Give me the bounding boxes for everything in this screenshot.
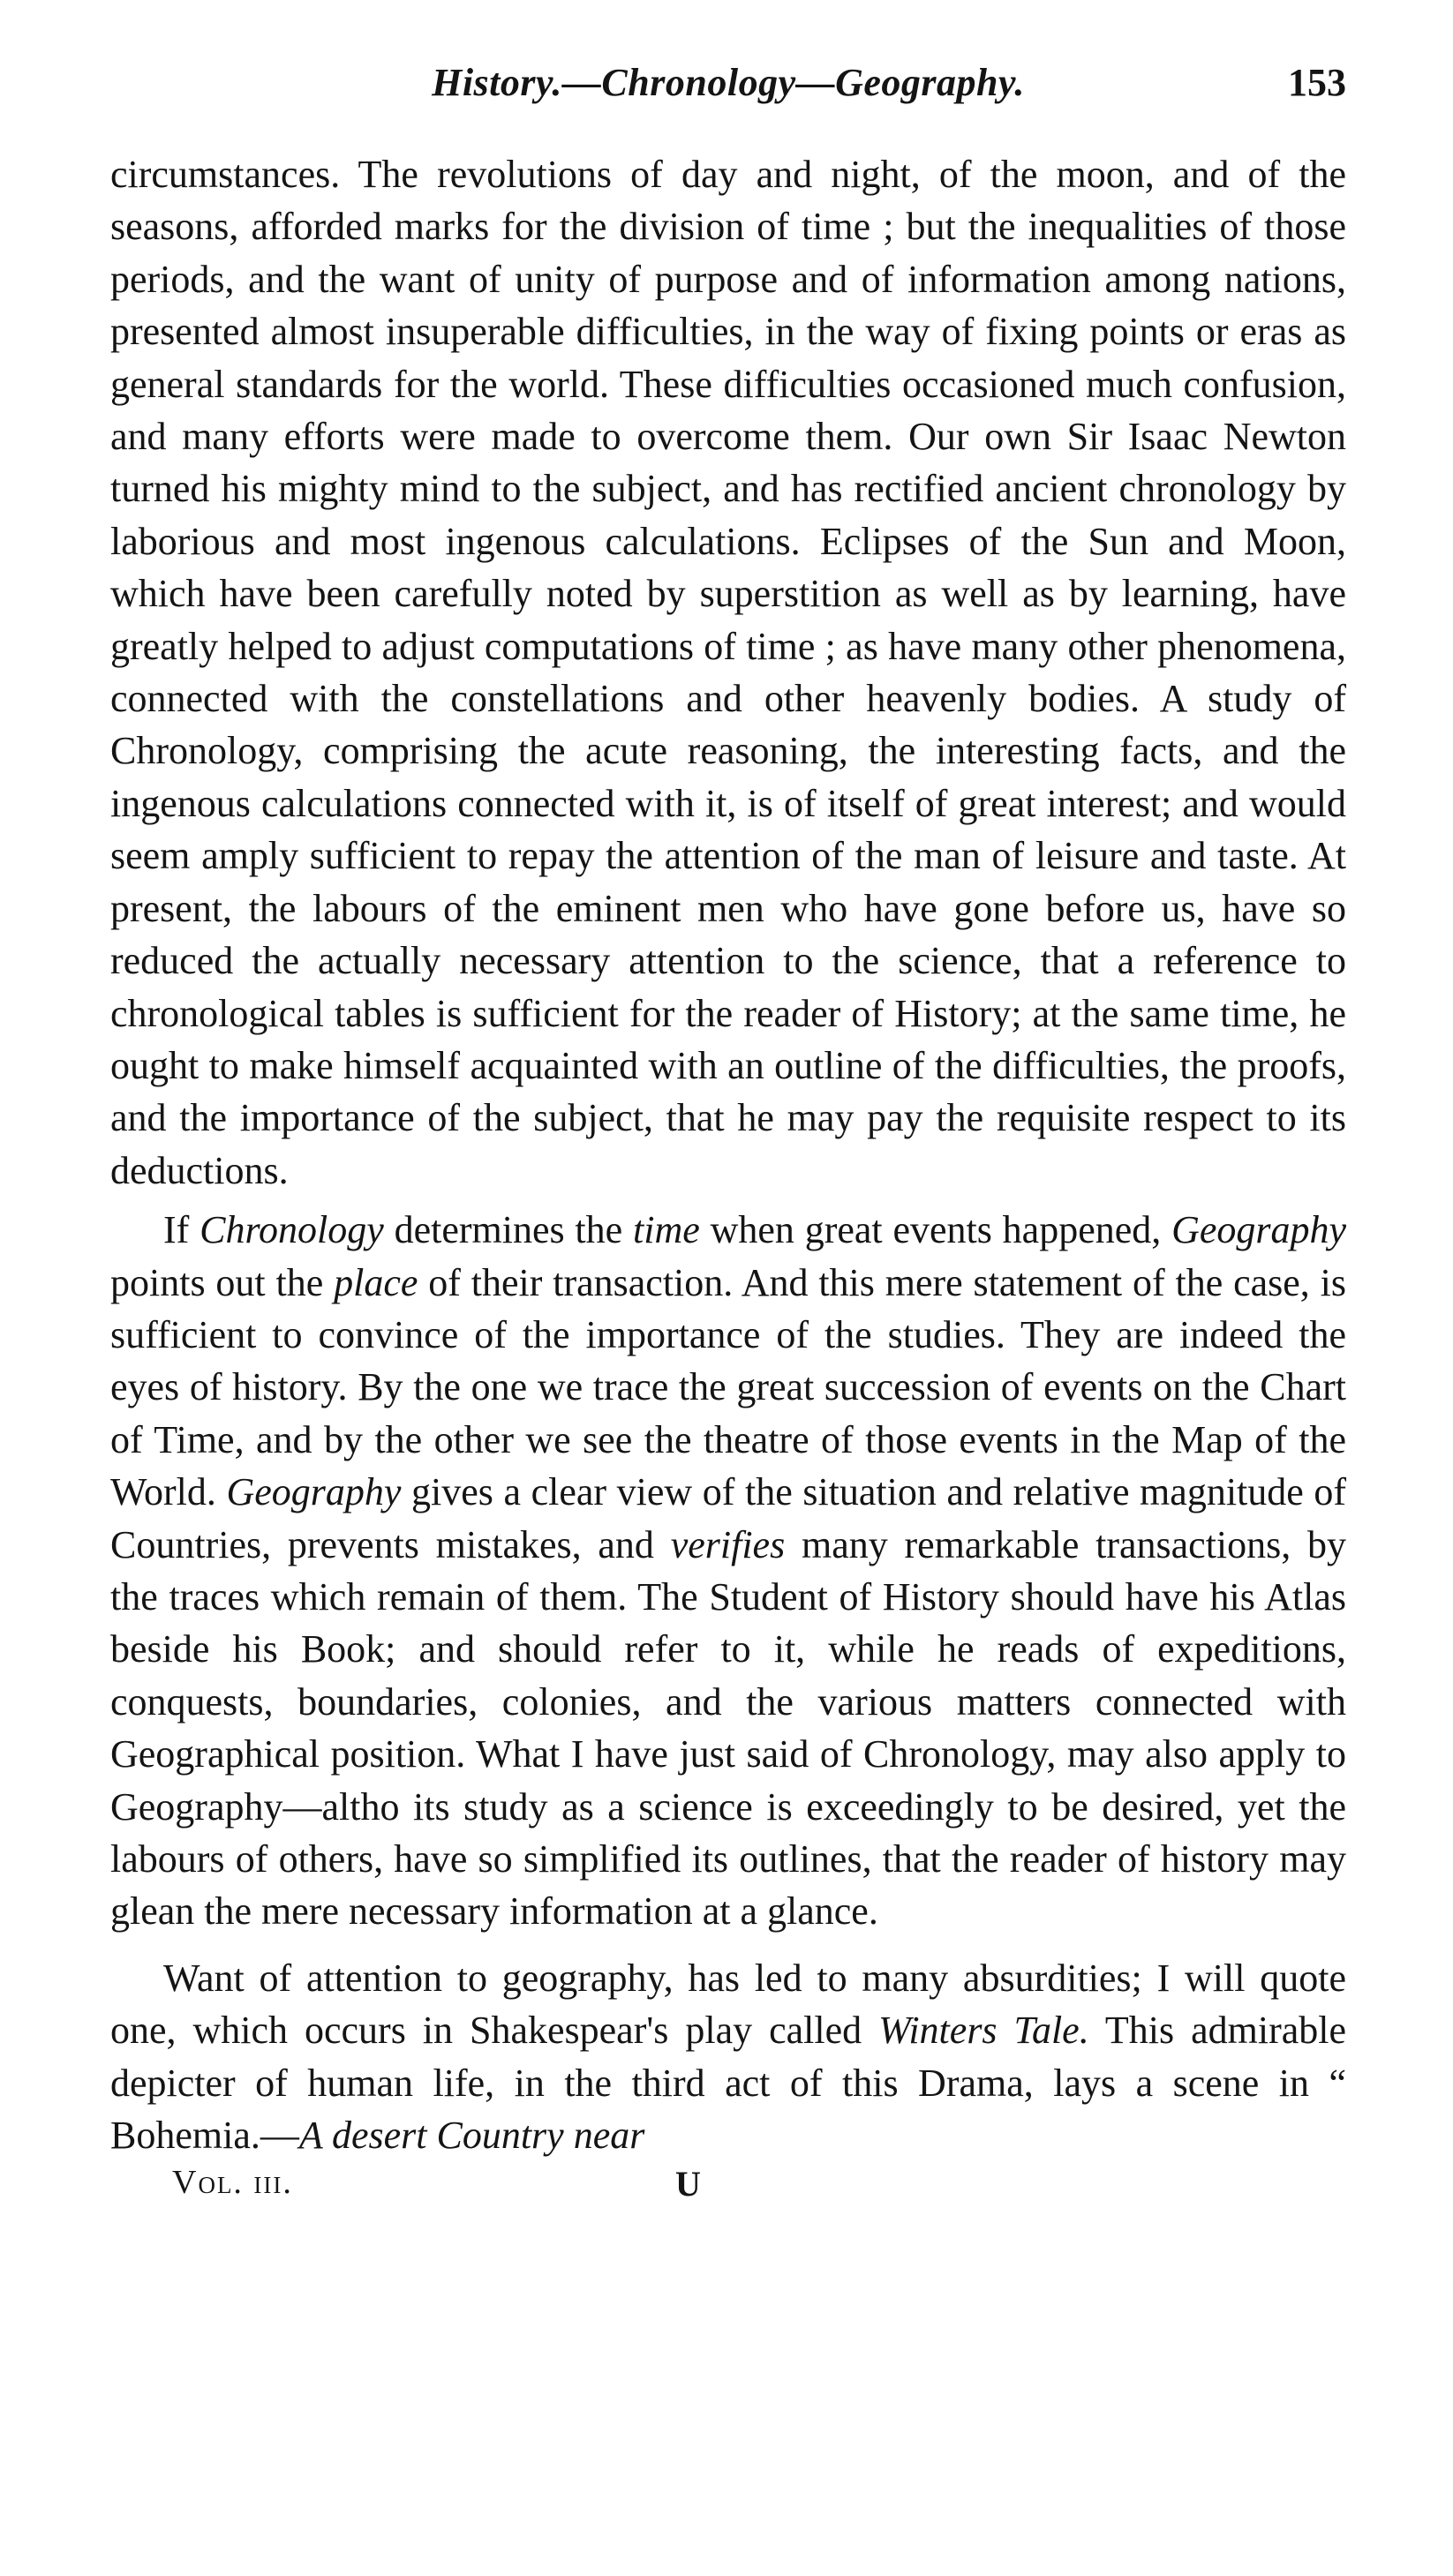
paragraph-text: This admirable depicter of human life, in the third act of this Drama, lays a scene in “ Bohemia.— bbox=[110, 2009, 1347, 2158]
book-page bbox=[110, 53, 1346, 2550]
gathering-mark: U bbox=[675, 2164, 701, 2204]
paragraph-text: of their transaction. And this mere statement of the case, is sufficient to convince of the importance of the studies. They are indeed the eyes of history. By the one we trace the great succession of events on the Chart of Time, and by the other we see the theatre of those events in the Map of the World. bbox=[110, 1260, 1347, 1514]
running-title: History.—Chronology—Geography. bbox=[432, 61, 1025, 104]
body-text bbox=[110, 148, 1346, 2161]
italic-term: Chronology bbox=[200, 1208, 384, 1252]
page-footer bbox=[110, 2163, 1346, 2216]
running-head bbox=[110, 53, 1346, 115]
italic-term: Geography bbox=[1171, 1208, 1347, 1252]
page-number: 153 bbox=[1288, 61, 1346, 104]
italic-term: time bbox=[633, 1208, 700, 1252]
italic-term: A desert Country near bbox=[298, 2114, 645, 2158]
italic-term: Geography bbox=[226, 1470, 402, 1514]
italic-term: place bbox=[334, 1260, 418, 1304]
paragraph-text: gives a clear view of the situation and relative magnitude of Countries, prevents mistakes, and bbox=[110, 1470, 1347, 1566]
paragraph-chronology bbox=[110, 148, 1346, 1197]
italic-term: Winters Tale. bbox=[878, 2009, 1089, 2053]
paragraph-text: when great events happened, bbox=[710, 1208, 1162, 1252]
paragraph-text: many remarkable transactions, by the traces which remain of them. The Student of History should have his Atlas beside his Book; and should refer to it, while he reads of expeditions, conquests, boundaries, colonies, and the various matters connected with Geographical position. What I have just said of Chronology, may also apply to Geography—altho its study as a science is exceedingly to be desired, yet the labours of others, have so simplified its outlines, that the reader of history may glean the mere necessary information at a glance. bbox=[110, 1522, 1347, 1934]
paragraph-text: determines the bbox=[394, 1208, 623, 1252]
volume-signature: Vol. iii. bbox=[172, 2164, 293, 2202]
italic-term: verifies bbox=[670, 1522, 786, 1566]
paragraph-text: If bbox=[163, 1208, 190, 1252]
paragraph-text: points out the bbox=[110, 1260, 324, 1304]
paragraph-geography bbox=[110, 1204, 1346, 1938]
paragraph-text: Want of attention to geography, has led to many absurdities; I will quote one, which occurs in Shakespear's play called bbox=[110, 1956, 1346, 2053]
paragraph-text: circumstances. The revolutions of day and night, of the moon, and of the seasons, afforded marks for the division of time ; but the inequalities of those periods, and the want of unity of purpose and of information among nations, presented almost insuperable difficulties, in the way of fixing points or eras as general standards for the world. These difficulties occasioned much confusion, and many efforts were made to overcome them. Our own Sir Isaac Newton turned his mighty mind to the subject, and has rectified ancient chronology by laborious and most ingenous calculations. Eclipses of the Sun and Moon, which have been carefully noted by superstition as well as by learning, have greatly helped to adjust computations of time ; as have many other phenomena, connected with the constellations and other heavenly bodies. A study of Chronology, comprising the acute reasoning, the interesting facts, and the ingenous calculations connected with it, is of itself of great interest; and would seem amply sufficient to repay the attention of the man of leisure and taste. At present, the labours of the eminent men who have gone before us, have so reduced the actually necessary attention to the science, that a reference to chronological tables is sufficient for the reader of History; at the same time, he ought to make himself acquainted with an outline of the difficulties, the proofs, and the importance of the subject, that he may pay the requisite respect to its deductions. bbox=[110, 153, 1346, 1192]
paragraph-shakespeare bbox=[110, 1952, 1346, 2162]
